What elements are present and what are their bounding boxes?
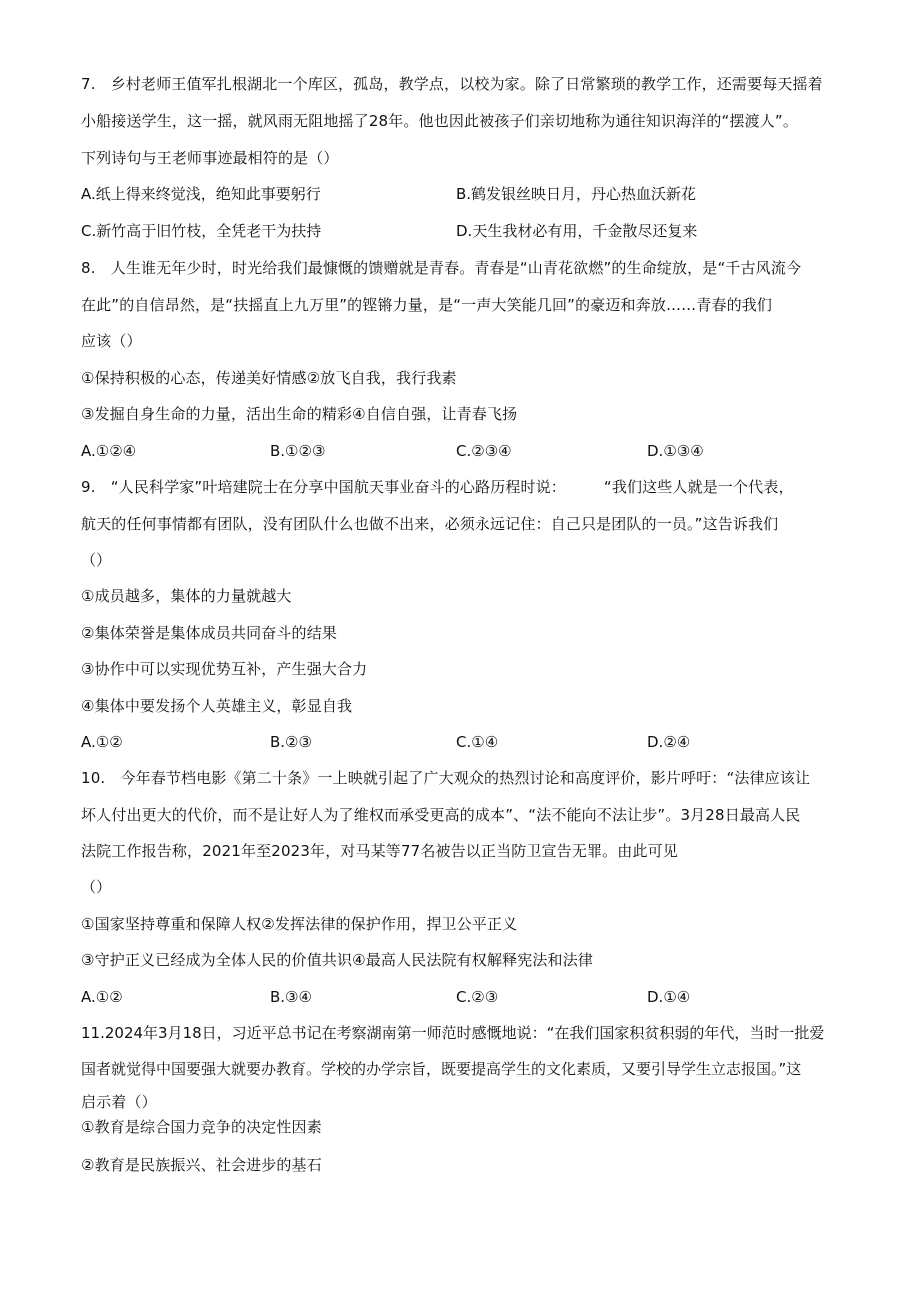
- q9-stem-line-2: 航天的任何事情都有团队，没有团队什么也做不出来，必须永远记住：自己只是团队的一员。”这告诉我们: [81, 515, 779, 533]
- q9-stem-line-1: 9. “人民科学家”叶培建院士在分享中国航天事业奋斗的心路历程时说： “我们这些人就是一个代表，: [81, 478, 794, 496]
- q9-option-c[interactable]: C.①④: [456, 733, 499, 751]
- q11-stem-line-2: 国者就觉得中国要强大就要办教育。学校的办学宗旨，既要提高学生的文化素质，又要引导学生立志报国。”这: [81, 1060, 802, 1078]
- q11-statement-1: ①教育是综合国力竞争的决定性因素: [81, 1118, 322, 1136]
- q11-stem-line-1: 11.2024年3月18日，习近平总书记在考察湖南第一师范时感慨地说：“在我们国家积贫积弱的年代，当时一批爱: [81, 1024, 825, 1042]
- q10-stem-line-3: 法院工作报告称，2021年至2023年，对马某等77名被告以正当防卫宣告无罪。由此可见: [81, 842, 678, 860]
- q11-statement-2: ②教育是民族振兴、社会进步的基石: [81, 1156, 322, 1174]
- q10-stem-line-1: 10. 今年春节档电影《第二十条》一上映就引起了广大观众的热烈讨论和高度评价，影片呼吁：“法律应该让: [81, 769, 811, 787]
- q8-stem-line-2: 在此”的自信昂然，是“扶摇直上九万里”的铿锵力量，是“一声大笑能几回”的豪迈和奔放……青春的我们: [81, 296, 773, 314]
- q9-statement-4: ④集体中要发扬个人英雄主义，彰显自我: [81, 697, 353, 715]
- q9-option-d[interactable]: D.②④: [647, 733, 691, 751]
- q9-stem-line-3: （）: [81, 551, 112, 569]
- q7-option-d[interactable]: D.天生我材必有用，千金散尽还复来: [456, 222, 698, 240]
- q9-statement-3: ③协作中可以实现优势互补，产生强大合力: [81, 660, 368, 678]
- q8-stem-line-1: 8. 人生谁无年少时，时光给我们最慷慨的馈赠就是青春。青春是“山青花欲燃”的生命绽放，是“千古风流今: [81, 259, 802, 277]
- q8-statement-3-4: ③发掘自身生命的力量，活出生命的精彩④自信自强，让青春飞扬: [81, 405, 518, 423]
- q8-option-d[interactable]: D.①③④: [647, 442, 704, 460]
- q7-stem-line-2: 小船接送学生，这一摇，就风雨无阻地摇了28年。他也因此被孩子们亲切地称为通往知识海洋的“摆渡人”。: [81, 112, 798, 130]
- q8-option-c[interactable]: C.②③④: [456, 442, 512, 460]
- q11-stem-line-3: 启示着（）: [81, 1093, 157, 1111]
- q7-option-a[interactable]: A.纸上得来终觉浅，绝知此事要躬行: [81, 185, 321, 203]
- q9-statement-2: ②集体荣誉是集体成员共同奋斗的结果: [81, 624, 337, 642]
- q10-option-d[interactable]: D.①④: [647, 988, 691, 1006]
- q10-option-c[interactable]: C.②③: [456, 988, 499, 1006]
- q8-statement-1-2: ①保持积极的心态，传递美好情感②放飞自我，我行我素: [81, 369, 457, 387]
- q9-statement-1: ①成员越多，集体的力量就越大: [81, 587, 292, 605]
- q8-stem-line-3: 应该（）: [81, 332, 142, 350]
- q8-option-b[interactable]: B.①②③: [270, 442, 326, 460]
- q7-stem-line-1: 7. 乡村老师王值军扎根湖北一个库区，孤岛，教学点，以校为家。除了日常繁琐的教学工作，还需要每天摇着: [81, 75, 823, 93]
- q7-option-c[interactable]: C.新竹高于旧竹枝，全凭老干为扶持: [81, 222, 322, 240]
- q10-option-b[interactable]: B.③④: [270, 988, 312, 1006]
- q10-option-a[interactable]: A.①②: [81, 988, 123, 1006]
- q10-statement-3-4: ③守护正义已经成为全体人民的价值共识④最高人民法院有权解释宪法和法律: [81, 951, 593, 969]
- q9-option-a[interactable]: A.①②: [81, 733, 123, 751]
- q8-option-a[interactable]: A.①②④: [81, 442, 137, 460]
- q7-option-b[interactable]: B.鹤发银丝映日月，丹心热血沃新花: [456, 185, 697, 203]
- q10-stem-line-4: （）: [81, 878, 112, 896]
- q9-option-b[interactable]: B.②③: [270, 733, 312, 751]
- q7-stem-line-3: 下列诗句与王老师事迹最相符的是（）: [81, 149, 339, 167]
- q10-statement-1-2: ①国家坚持尊重和保障人权②发挥法律的保护作用，捍卫公平正义: [81, 915, 518, 933]
- q10-stem-line-2: 坏人付出更大的代价，而不是让好人为了维权而承受更高的成本”、“法不能向不法让步”。3月28日最高人民: [81, 806, 801, 824]
